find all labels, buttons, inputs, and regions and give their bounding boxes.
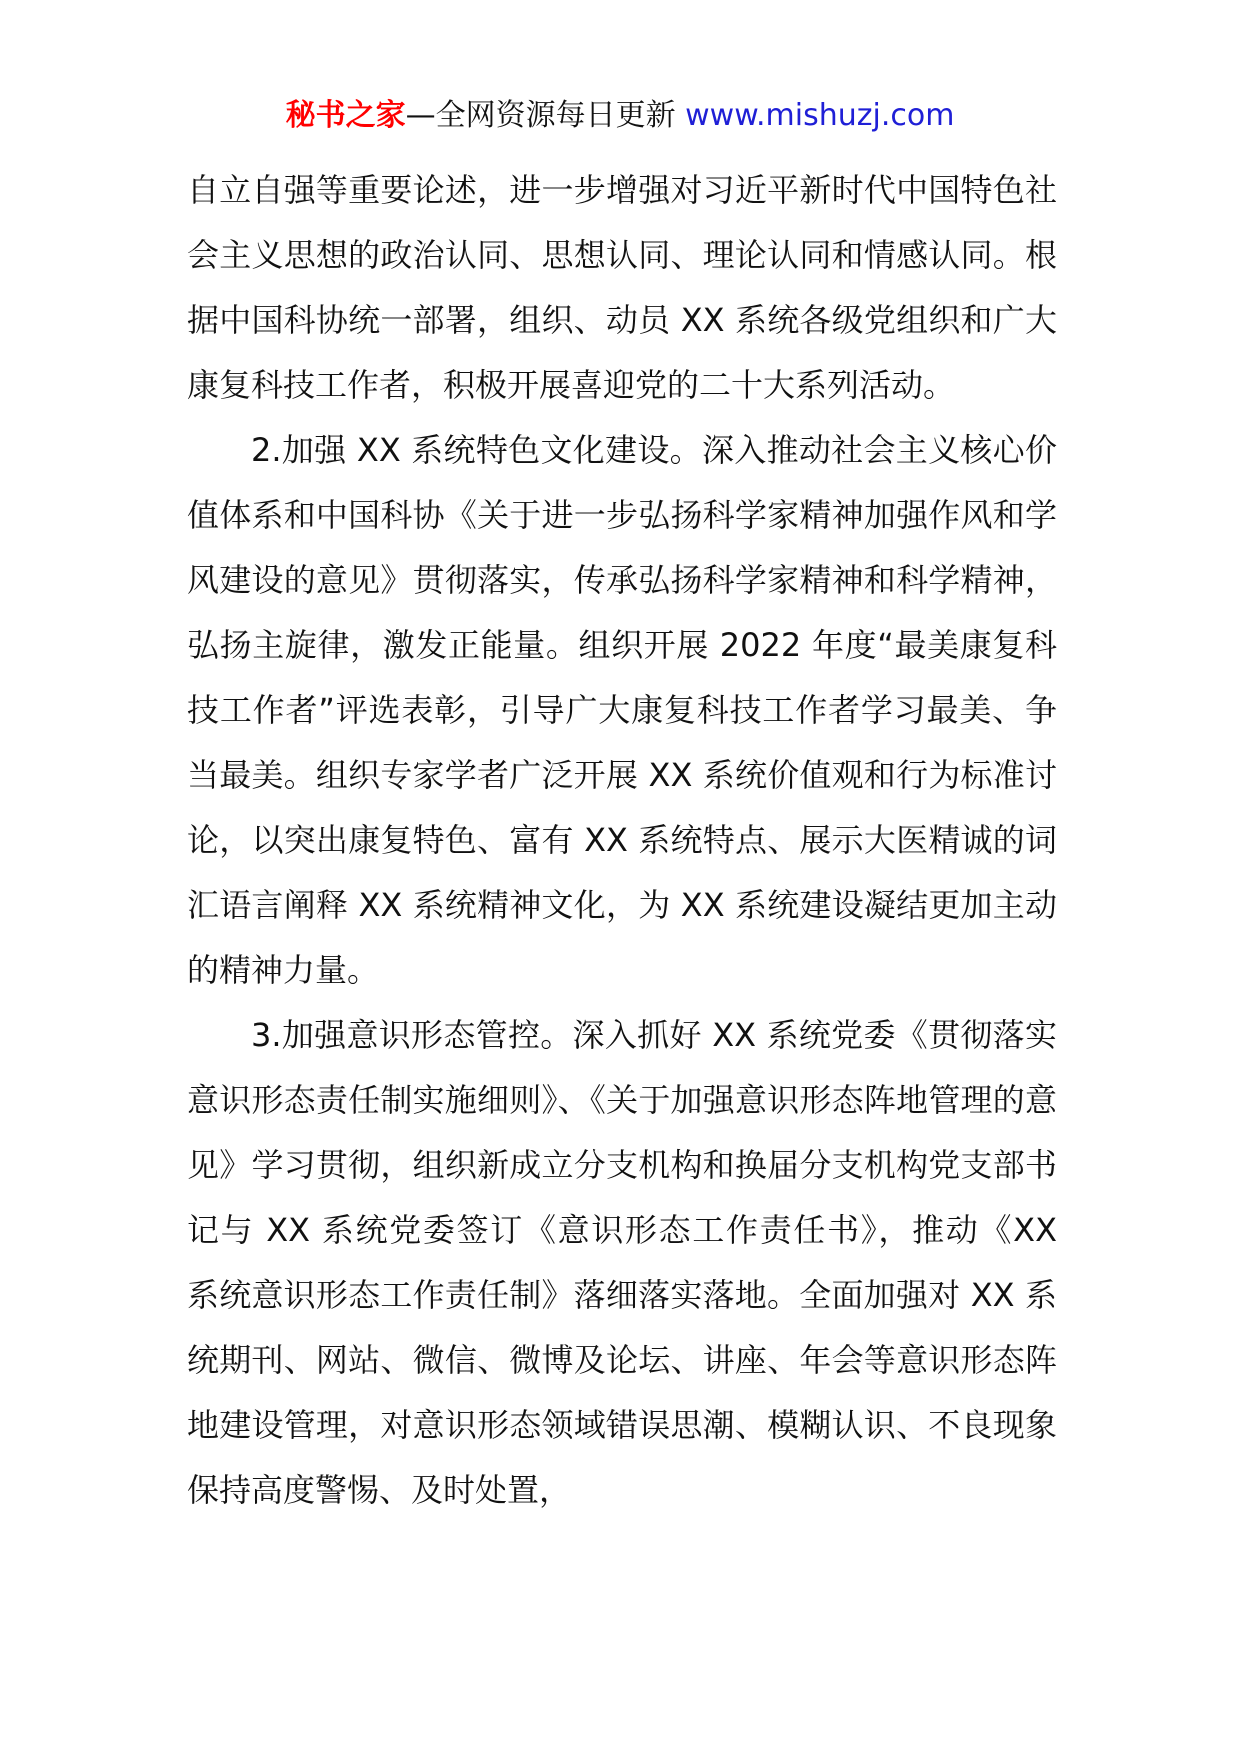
paragraph-ideology-control: 3.加强意识形态管控。深入抓好 XX 系统党委《贯彻落实意识形态责任制实施细则》、《关于加强意识形态阵地管理的意见》学习贯彻，组织新成立分支机构和换届分支机构党支部书记与 XX 系统党委签订《意识形态工作责任书》，推动《XX 系统意识形态工作责任制》落细落实落地。全面加强对 XX 系统期刊、网站、微信、微博及论坛、讲座、年会等意识形态阵地建设管理，对意识形态领域错误思潮、模糊认识、不良现象保持高度警惕、及时处置， [187,1016,1057,1509]
page-header [0,98,1240,134]
paragraph-continuation: 自立自强等重要论述，进一步增强对习近平新时代中国特色社会主义思想的政治认同、思想认同、理论认同和情感认同。根据中国科协统一部署，组织、动员 XX 系统各级党组织和广大康复科技工作者，积极开展喜迎党的二十大系列活动。 [187,171,1057,404]
document-body [187,158,1057,1523]
header-tagline: —全网资源每日更新 [405,98,676,133]
brand-name: 秘书之家 [285,98,406,133]
website-link[interactable]: www.mishuzj.com [685,98,955,133]
paragraph-culture-building: 2.加强 XX 系统特色文化建设。深入推动社会主义核心价值体系和中国科协《关于进一步弘扬科学家精神加强作风和学风建设的意见》贯彻落实，传承弘扬科学家精神和科学精神，弘扬主旋律，激发正能量。组织开展 2022 年度“最美康复科技工作者”评选表彰，引导广大康复科技工作者学习最美、争当最美。组织专家学者广泛开展 XX 系统价值观和行为标准讨论，以突出康复特色、富有 XX 系统特点、展示大医精诚的词汇语言阐释 XX 系统精神文化，为 XX 系统建设凝结更加主动的精神力量。 [187,431,1057,989]
